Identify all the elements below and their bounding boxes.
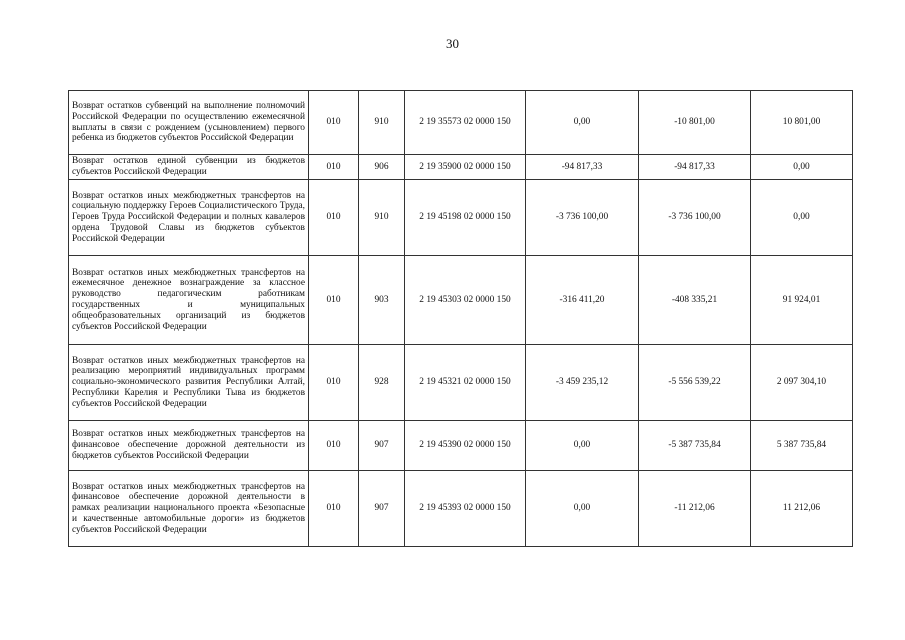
page-number: 30	[446, 36, 459, 51]
section-code-cell: 010	[309, 421, 359, 471]
section-code-cell: 010	[309, 256, 359, 345]
row-description: Возврат остатков иных межбюджетных трансфертов на реализацию мероприятий индивидуальных программ социально-экономического развития Республики Алтай, Республики Карелия и Республики Тыва из бюджетов субъектов Российской Федерации	[69, 345, 309, 421]
admin-code-cell: 910	[359, 180, 405, 256]
kbk-code-cell: 2 19 45198 02 0000 150	[405, 180, 526, 256]
amount-1-cell: 0,00	[526, 421, 639, 471]
row-description: Возврат остатков единой субвенции из бюджетов субъектов Российской Федерации	[69, 155, 309, 180]
table-row	[69, 471, 853, 547]
admin-code-cell: 903	[359, 256, 405, 345]
section-code-cell: 010	[309, 471, 359, 547]
amount-3-cell: 11 212,06	[751, 471, 853, 547]
table-row	[69, 91, 853, 155]
amount-1-cell: -316 411,20	[526, 256, 639, 345]
kbk-code-cell: 2 19 35573 02 0000 150	[405, 91, 526, 155]
admin-code-cell: 907	[359, 421, 405, 471]
amount-2-cell: -5 556 539,22	[639, 345, 751, 421]
amount-1-cell: 0,00	[526, 471, 639, 547]
amount-2-cell: -3 736 100,00	[639, 180, 751, 256]
row-description: Возврат остатков субвенций на выполнение полномочий Российской Федерации по осуществлению ежемесячной выплаты в связи с рождением (усыновлением) первого ребенка из бюджетов субъектов Российской Федерации	[69, 91, 309, 155]
amount-3-cell: 2 097 304,10	[751, 345, 853, 421]
table-row	[69, 345, 853, 421]
row-description: Возврат остатков иных межбюджетных трансфертов на ежемесячное денежное вознаграждение за классное руководство педагогическим работникам государственных и муниципальных общеобразовательных организаций из бюджетов субъектов Российской Федерации	[69, 256, 309, 345]
amount-1-cell: -94 817,33	[526, 155, 639, 180]
amount-2-cell: -10 801,00	[639, 91, 751, 155]
amount-2-cell: -408 335,21	[639, 256, 751, 345]
admin-code-cell: 910	[359, 91, 405, 155]
kbk-code-cell: 2 19 45390 02 0000 150	[405, 421, 526, 471]
kbk-code-cell: 2 19 45303 02 0000 150	[405, 256, 526, 345]
amount-3-cell: 91 924,01	[751, 256, 853, 345]
section-code-cell: 010	[309, 155, 359, 180]
amount-2-cell: -11 212,06	[639, 471, 751, 547]
admin-code-cell: 907	[359, 471, 405, 547]
amount-1-cell: -3 736 100,00	[526, 180, 639, 256]
table-row	[69, 155, 853, 180]
admin-code-cell: 906	[359, 155, 405, 180]
row-description: Возврат остатков иных межбюджетных трансфертов на социальную поддержку Героев Социалистического Труда, Героев Труда Российской Федерации и полных кавалеров ордена Трудовой Славы из бюджетов субъектов Российской Федерации	[69, 180, 309, 256]
row-description: Возврат остатков иных межбюджетных трансфертов на финансовое обеспечение дорожной деятельности в рамках реализации национального проекта «Безопасные и качественные автомобильные дороги» из бюджетов субъектов Российской Федерации	[69, 471, 309, 547]
amount-3-cell: 0,00	[751, 155, 853, 180]
kbk-code-cell: 2 19 45321 02 0000 150	[405, 345, 526, 421]
amount-3-cell: 5 387 735,84	[751, 421, 853, 471]
budget-table	[68, 90, 853, 547]
amount-3-cell: 0,00	[751, 180, 853, 256]
amount-2-cell: -5 387 735,84	[639, 421, 751, 471]
table-row	[69, 256, 853, 345]
table-row	[69, 421, 853, 471]
row-description: Возврат остатков иных межбюджетных трансфертов на финансовое обеспечение дорожной деятельности из бюджетов субъектов Российской Федерации	[69, 421, 309, 471]
table-row	[69, 180, 853, 256]
kbk-code-cell: 2 19 45393 02 0000 150	[405, 471, 526, 547]
section-code-cell: 010	[309, 345, 359, 421]
amount-1-cell: 0,00	[526, 91, 639, 155]
kbk-code-cell: 2 19 35900 02 0000 150	[405, 155, 526, 180]
section-code-cell: 010	[309, 91, 359, 155]
section-code-cell: 010	[309, 180, 359, 256]
admin-code-cell: 928	[359, 345, 405, 421]
amount-2-cell: -94 817,33	[639, 155, 751, 180]
amount-1-cell: -3 459 235,12	[526, 345, 639, 421]
amount-3-cell: 10 801,00	[751, 91, 853, 155]
